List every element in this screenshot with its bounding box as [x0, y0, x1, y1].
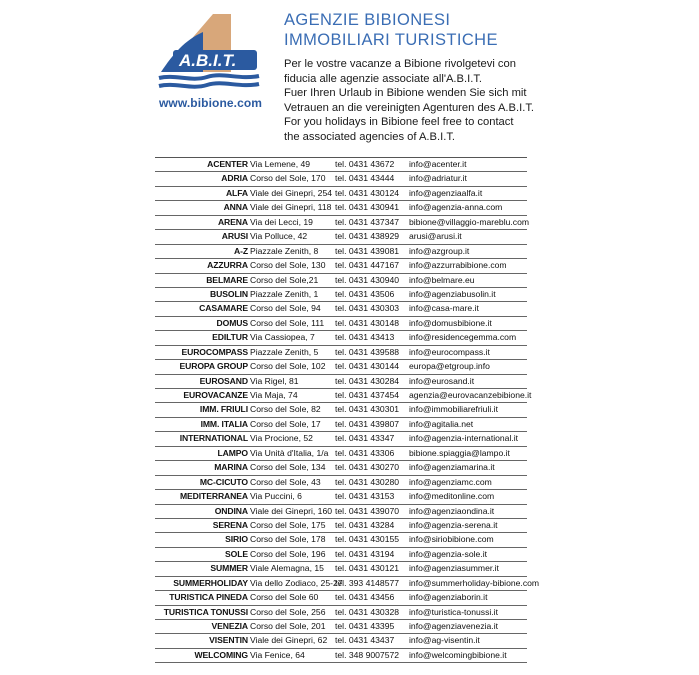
agency-name: BELMARE — [206, 274, 248, 285]
agency-phone: tel. 0431 430284 — [335, 375, 400, 386]
agency-name: ACENTER — [207, 159, 248, 169]
agency-email[interactable]: info@agenzia-sole.it — [409, 548, 487, 559]
agency-phone: tel. 0431 447167 — [335, 260, 400, 271]
agency-address: Viale dei Ginepri, 62 — [250, 635, 328, 646]
agency-address: Piazzale Zenith, 5 — [250, 346, 319, 357]
intro-line: Fuer Ihren Urlaub in Bibione wenden Sie sich mit — [284, 87, 527, 100]
agency-address: Viale dei Ginepri, 254 — [250, 187, 333, 198]
agency-name: EDILTUR — [212, 332, 248, 343]
agency-email[interactable]: info@siriobibione.com — [409, 534, 494, 545]
agency-email[interactable]: info@summerholiday-bibione.com — [409, 577, 540, 588]
agency-email[interactable]: info@residencegemma.com — [409, 332, 517, 343]
table-row — [155, 533, 527, 547]
agency-name: EUROSAND — [199, 375, 248, 386]
agency-name: ARENA — [217, 216, 248, 227]
agency-name: A-Z — [233, 245, 248, 256]
agency-name: SOLE — [225, 548, 248, 559]
table-row — [155, 403, 527, 417]
table-row — [155, 562, 527, 576]
agency-name: EUROVACANZE — [183, 390, 248, 400]
table-row — [155, 606, 527, 620]
agency-phone: tel. 0431 430328 — [335, 606, 400, 617]
agency-phone: tel. 0431 43395 — [335, 621, 395, 631]
agency-email[interactable]: arusi@arusi.it — [409, 231, 462, 242]
table-row — [155, 187, 527, 201]
agency-phone: tel. 0431 430280 — [335, 476, 400, 487]
agency-email[interactable]: info@agenzia-serena.it — [409, 519, 498, 530]
agency-phone: tel. 0431 430124 — [335, 187, 400, 198]
agency-email[interactable]: info@adriatur.it — [409, 173, 467, 184]
table-row — [155, 634, 527, 648]
agency-address: Corso del Sole, 178 — [250, 534, 326, 545]
agency-phone: tel. 0431 43456 — [335, 592, 395, 603]
table-row — [155, 331, 527, 345]
agency-address: Corso del Sole 60 — [250, 592, 319, 603]
agency-address: Corso del Sole, 82 — [250, 404, 321, 415]
agency-phone: tel. 0431 43437 — [335, 635, 395, 646]
table-row — [155, 447, 527, 461]
agency-name: MEDITERRANEA — [179, 491, 248, 502]
table-row — [155, 302, 527, 316]
agency-email[interactable]: info@agenzia-international.it — [409, 433, 519, 444]
agency-name: ALFA — [225, 187, 248, 198]
agency-address: Corso del Sole, 170 — [250, 173, 326, 184]
agency-name: TURISTICA PINEDA — [169, 592, 248, 603]
agency-phone: tel. 0431 430155 — [335, 534, 400, 545]
agency-name: TURISTICA TONUSSI — [163, 606, 248, 617]
agency-name: MARINA — [214, 462, 248, 473]
agency-name: BUSOLIN — [210, 288, 248, 299]
agency-address: Corso del Sole, 256 — [250, 606, 326, 617]
agency-phone: tel. 0431 43444 — [335, 173, 395, 184]
agency-name: WELCOMING — [194, 649, 248, 660]
agency-email[interactable]: bibione@villaggio-mareblu.com — [409, 216, 530, 227]
agency-phone: tel. 0431 439807 — [335, 418, 400, 429]
agency-email[interactable]: info@domusbibione.it — [409, 317, 492, 328]
agency-phone: tel. 0431 43194 — [335, 548, 395, 559]
page-title — [284, 10, 498, 50]
agency-phone: tel. 0431 43284 — [335, 519, 395, 530]
agency-phone: tel. 0431 438929 — [335, 231, 400, 242]
agency-phone: tel. 0431 439588 — [335, 346, 400, 357]
agency-email[interactable]: info@turistica-tonussi.it — [409, 606, 498, 617]
agency-email[interactable]: info@agenziavenezia.it — [409, 621, 498, 631]
agency-email[interactable]: info@eurosand.it — [409, 375, 475, 386]
agency-phone: tel. 0431 430303 — [335, 303, 400, 314]
agency-phone: tel. 0431 43153 — [335, 491, 395, 502]
table-row — [155, 476, 527, 490]
agency-address: Corso del Sole, 17 — [250, 418, 321, 429]
agency-address: Corso del Sole, 130 — [250, 260, 326, 271]
agency-email[interactable]: info@immobiliarefriuli.it — [409, 404, 498, 415]
table-row — [155, 490, 527, 504]
table-row — [155, 274, 527, 288]
agency-address: Via dello Zodiaco, 25-27 — [250, 577, 343, 588]
agency-email[interactable]: info@eurocompass.it — [409, 346, 490, 357]
agency-phone: tel. 0431 430121 — [335, 563, 400, 574]
title-line-2: IMMOBILIARI TURISTICHE — [284, 31, 498, 49]
agency-phone: tel. 0431 439081 — [335, 245, 400, 256]
table-row — [155, 288, 527, 302]
agency-name: EUROPA GROUP — [179, 361, 248, 372]
agency-address: Corso del Sole, 201 — [250, 621, 326, 631]
agency-address: Corso del Sole, 196 — [250, 548, 326, 559]
agency-address: Viale dei Ginepri, 160 — [250, 505, 333, 516]
logo-lettering: A.B.I.T. — [179, 51, 237, 70]
table-row — [155, 201, 527, 215]
agency-address: Corso del Sole, 102 — [250, 361, 326, 372]
agency-address: Corso del Sole, 43 — [250, 476, 321, 487]
table-row — [155, 360, 527, 374]
agency-address: Corso del Sole, 175 — [250, 519, 326, 530]
table-row — [155, 389, 532, 403]
table-row — [155, 216, 530, 230]
agency-name: SUMMERHOLIDAY — [173, 577, 248, 588]
table-row — [155, 346, 527, 360]
agency-name: SUMMER — [210, 563, 248, 574]
agency-phone: tel. 0431 430148 — [335, 317, 400, 328]
agency-email[interactable]: agenzia@eurovacanzebibione.it — [409, 390, 532, 400]
agency-email[interactable]: info@meditonline.com — [409, 491, 495, 502]
agency-phone: tel. 0431 430940 — [335, 274, 400, 285]
table-row — [155, 172, 527, 186]
agency-email[interactable]: info@agenziaalfa.it — [409, 187, 483, 198]
agency-phone: tel. 348 9007572 — [335, 649, 400, 660]
agency-email[interactable]: info@agenziaondina.it — [409, 505, 495, 516]
agency-name: ADRIA — [221, 173, 248, 184]
agency-address: Viale Alemagna, 15 — [250, 563, 324, 574]
table-row — [155, 230, 527, 244]
agency-phone: tel. 0431 43672 — [335, 159, 395, 169]
agency-email[interactable]: info@ag-visentin.it — [409, 635, 480, 646]
agency-email[interactable]: info@agenziabusolin.it — [409, 288, 496, 299]
intro-line: the associated agencies of A.B.I.T. — [284, 130, 456, 143]
table-row — [155, 432, 527, 446]
agency-name: SERENA — [212, 519, 248, 530]
agency-name: AZZURRA — [207, 260, 248, 271]
agency-email[interactable]: bibione.spiaggia@lampo.it — [409, 447, 510, 458]
intro-line: Per le vostre vacanze a Bibione rivolgetevi con — [284, 58, 516, 70]
table-row — [155, 259, 527, 273]
table-row — [155, 505, 527, 519]
agency-name: ARUSI — [221, 231, 248, 242]
agency-phone: tel. 393 4148577 — [335, 577, 400, 588]
agency-address: Piazzale Zenith, 8 — [250, 245, 319, 256]
agency-email[interactable]: info@agenziamarina.it — [409, 462, 495, 473]
agency-name: ANNA — [223, 202, 248, 213]
agency-name: LAMPO — [217, 447, 248, 458]
table-row — [155, 245, 527, 259]
agency-name: IMM. FRIULI — [199, 404, 248, 415]
intro-line: fiducia alle agenzie associate all'A.B.I.T. — [284, 72, 483, 85]
agency-email[interactable]: info@welcomingbibione.it — [409, 649, 507, 660]
agency-address: Via Maja, 74 — [250, 390, 298, 400]
agency-name: MC-CICUTO — [199, 476, 248, 487]
agency-address: Via Cassiopea, 7 — [250, 332, 315, 343]
agency-phone: tel. 0431 430270 — [335, 462, 400, 473]
agency-address: Via Fenice, 64 — [250, 649, 305, 660]
table-row — [155, 158, 527, 172]
agency-name: DOMUS — [216, 317, 248, 328]
agency-phone: tel. 0431 437454 — [335, 390, 400, 400]
agency-email[interactable]: info@belmare.eu — [409, 274, 475, 285]
agency-address: Via Rigel, 81 — [250, 375, 299, 386]
agency-address: Corso del Sole, 134 — [250, 462, 326, 473]
agency-name: VISENTIN — [209, 635, 248, 646]
table-row — [155, 317, 527, 331]
agency-address: Corso del Sole,21 — [250, 274, 319, 285]
table-row — [155, 591, 527, 605]
agency-name: EUROCOMPASS — [181, 346, 248, 357]
table-row — [155, 519, 527, 533]
agency-address: Via Unità d'Italia, 1/a — [250, 447, 329, 458]
abit-logo — [155, 10, 265, 95]
agency-email[interactable]: info@agenziamc.com — [409, 476, 492, 487]
agency-phone: tel. 0431 43506 — [335, 288, 395, 299]
agency-address: Piazzale Zenith, 1 — [250, 288, 319, 299]
agency-email[interactable]: info@agenzia-anna.com — [409, 202, 503, 213]
agency-phone: tel. 0431 430941 — [335, 202, 400, 213]
table-row — [155, 620, 527, 634]
website-link[interactable]: www.bibione.com — [159, 96, 263, 110]
agency-phone: tel. 0431 43306 — [335, 447, 395, 458]
agency-email[interactable]: info@casa-mare.it — [409, 303, 479, 314]
agency-name: VENEZIA — [211, 621, 248, 631]
agency-address: Via Puccini, 6 — [250, 491, 302, 502]
agency-phone: tel. 0431 430144 — [335, 361, 400, 372]
agency-phone: tel. 0431 43347 — [335, 433, 395, 444]
agency-email[interactable]: info@agenziaborin.it — [409, 592, 488, 603]
agency-email[interactable]: info@acenter.it — [409, 159, 467, 169]
table-row — [155, 418, 527, 432]
intro-text — [284, 57, 584, 145]
agency-address: Corso del Sole, 94 — [250, 303, 321, 314]
agency-address: Via dei Lecci, 19 — [250, 216, 313, 227]
agency-email[interactable]: info@agenziasummer.it — [409, 563, 499, 574]
agency-phone: tel. 0431 439070 — [335, 505, 400, 516]
agency-phone: tel. 0431 43413 — [335, 332, 395, 343]
agency-name: CASAMARE — [199, 303, 248, 314]
table-row — [155, 461, 527, 475]
table-row — [155, 577, 540, 591]
table-row — [155, 375, 527, 389]
agency-address: Via Polluce, 42 — [250, 231, 308, 242]
agency-email[interactable]: info@agitalia.net — [409, 418, 474, 429]
agency-name: INTERNATIONAL — [179, 433, 248, 444]
agency-name: ONDINA — [214, 505, 248, 516]
agency-name: SIRIO — [225, 534, 248, 545]
agency-phone: tel. 0431 437347 — [335, 216, 400, 227]
intro-line: Vetrauen an die vereinigten Agenturen des A.B.I.T. — [284, 101, 535, 114]
agency-address: Via Procione, 52 — [250, 433, 313, 444]
agency-name: IMM. ITALIA — [200, 418, 248, 429]
agency-email[interactable]: info@azzurrabibione.com — [409, 260, 507, 271]
agency-email[interactable]: info@azgroup.it — [409, 245, 470, 256]
title-line-1: AGENZIE BIBIONESI — [284, 11, 451, 29]
table-row — [155, 548, 527, 562]
agency-email[interactable]: europa@etgroup.info — [409, 361, 490, 372]
agency-phone: tel. 0431 430301 — [335, 404, 400, 415]
agency-address: Viale dei Ginepri, 118 — [250, 202, 332, 213]
agency-table — [155, 157, 540, 663]
agency-address: Corso del Sole, 111 — [250, 317, 325, 328]
agency-address: Via Lemene, 49 — [250, 159, 311, 169]
table-row — [155, 649, 527, 663]
intro-line: For you holidays in Bibione feel free to contact — [284, 116, 514, 129]
